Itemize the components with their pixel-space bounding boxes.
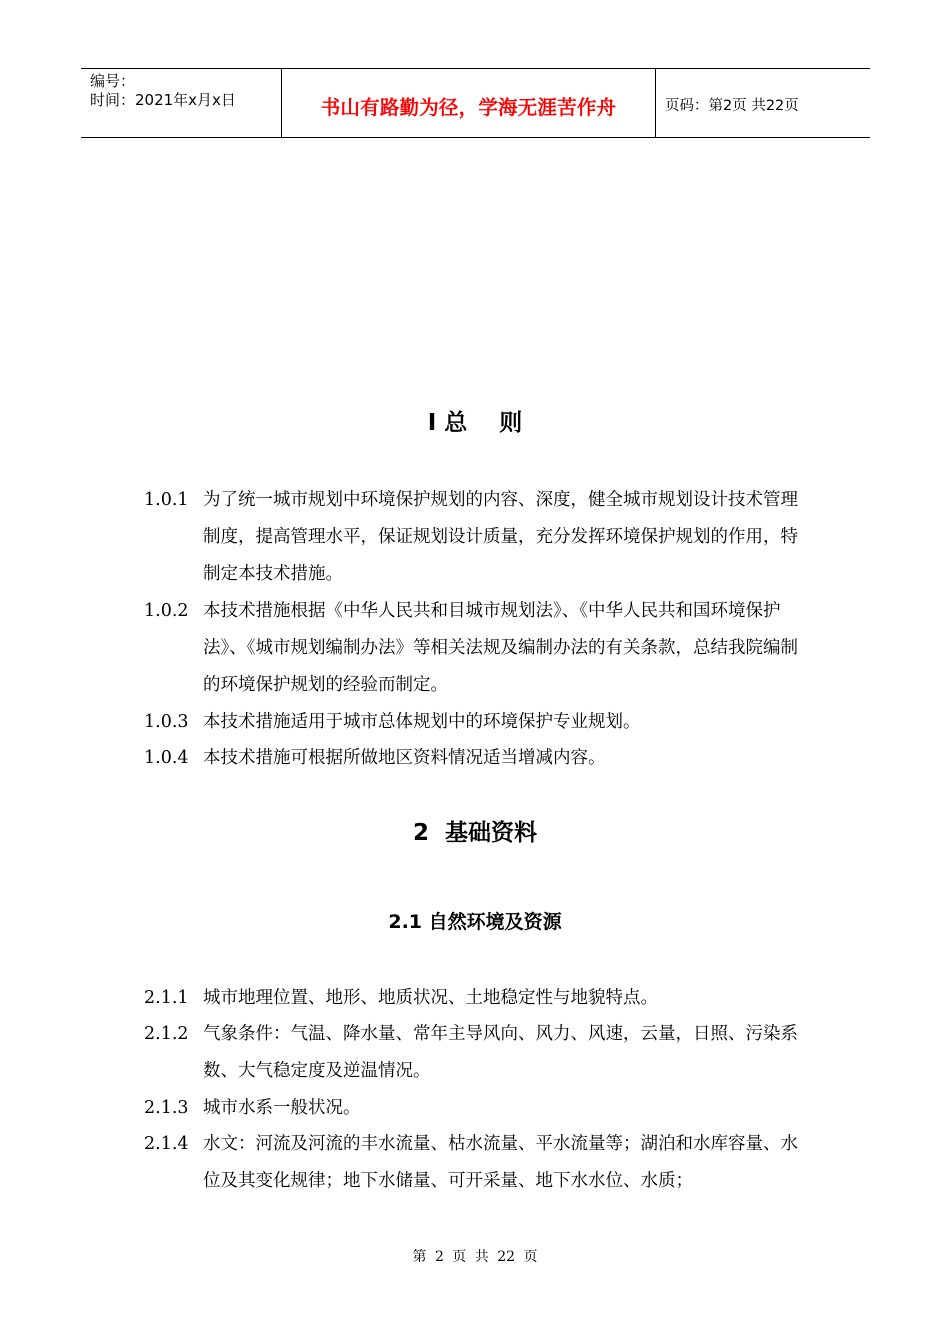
clause-number: 1.0.1 (144, 490, 189, 510)
section-2-title: 2 基础资料 (412, 820, 538, 846)
clause-text: 城市水系一般状况。 (203, 1098, 361, 1118)
clause-number: 1.0.4 (144, 748, 189, 768)
clause-number: 2.1.1 (144, 988, 189, 1008)
document-header (81, 68, 870, 138)
section-2-1-title: 2.1 自然环境及资源 (388, 911, 562, 933)
clause-text: 水文：河流及河流的丰水流量、枯水流量、平水流量等；湖泊和水库容量、水位及其变化规律；地下水储量、可开采量、地下水水位、水质； (203, 1134, 798, 1191)
header-motto-cell (281, 69, 656, 137)
clause-2-1-3 (144, 1090, 824, 1127)
document-number-label: 编号： (90, 72, 136, 90)
clause-number: 1.0.3 (144, 712, 189, 732)
clause-2-1-2 (144, 1016, 824, 1090)
clause-text: 本技术措施可根据所做地区资料情况适当增减内容。 (203, 748, 606, 768)
clause-text: 城市地理位置、地形、地质状况、土地稳定性与地貌特点。 (203, 988, 658, 1008)
header-page-cell (655, 69, 870, 137)
clause-1-0-2 (144, 593, 824, 704)
clause-text: 为了统一城市规划中环境保护规划的内容、深度，健全城市规划设计技术管理制度，提高管理水平，保证规划设计质量，充分发挥环境保护规划的作用，特制定本技术措施。 (203, 490, 798, 584)
clause-number: 1.0.2 (144, 601, 189, 621)
clause-2-1-4 (144, 1126, 824, 1200)
clause-text: 本技术措施适用于城市总体规划中的环境保护专业规划。 (203, 712, 641, 732)
clause-1-0-1 (144, 482, 824, 593)
header-page-label: 页码：第2页 共22页 (665, 98, 799, 114)
clause-number: 2.1.2 (144, 1024, 189, 1044)
section-1-title: I 总 则 (427, 410, 523, 436)
document-time-label: 时间：2021年x月x日 (90, 91, 236, 109)
clause-text: 气象条件：气温、降水量、常年主导风向、风力、风速，云量，日照、污染系数、大气稳定度及逆温情况。 (203, 1024, 798, 1081)
clause-1-0-4 (144, 740, 824, 777)
clause-text: 本技术措施根据《中华人民共和目城市规划法》、《中华人民共和国环境保护法》、《城市规划编制办法》等相关法规及编制办法的有关条款，总结我院编制的环境保护规划的经验而制定。 (203, 601, 798, 695)
clause-2-1-1 (144, 980, 824, 1017)
header-motto: 书山有路勤为径，学海无涯苦作舟 (320, 96, 617, 119)
clause-1-0-3 (144, 704, 824, 741)
clause-number: 2.1.4 (144, 1134, 189, 1154)
page-footer: 第 2 页 共 22 页 (412, 1249, 538, 1265)
header-meta-cell (81, 69, 281, 137)
clause-number: 2.1.3 (144, 1098, 189, 1118)
